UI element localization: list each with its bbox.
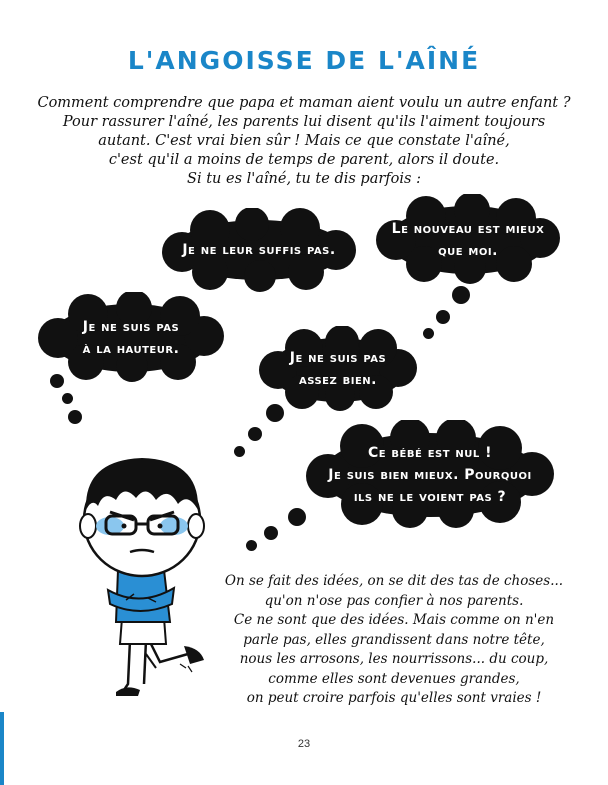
angry-boy-illustration — [60, 440, 230, 702]
thought-line: que moi. — [438, 243, 498, 259]
thought-line: Je ne suis pas — [289, 350, 387, 366]
outro-line: On se fait des idées, on se dit des tas de choses... — [224, 573, 564, 589]
outro-line: on peut croire parfois qu'elles sont vraies ! — [246, 690, 542, 706]
thought-dot — [50, 374, 64, 388]
thought-dot — [423, 328, 434, 339]
thought-dot — [452, 286, 470, 304]
intro-paragraph — [30, 94, 578, 189]
page-edge-bar — [0, 712, 4, 785]
outro-line: qu'on n'ose pas confier à nos parents. — [264, 592, 524, 609]
thought-dot — [246, 540, 257, 551]
outro-line: comme elles sont devenues grandes, — [268, 670, 520, 687]
thought-line: assez bien. — [298, 372, 377, 388]
thought-line: Je suis bien mieux. Pourquoi — [328, 467, 532, 483]
thought-dot — [248, 427, 262, 441]
thought-dot — [264, 526, 278, 540]
outro-line: Ce ne sont que des idées. Mais comme on n'en — [233, 612, 555, 628]
thought-line: à la hauteur. — [82, 341, 180, 357]
thought-line: Le nouveau est mieux — [391, 221, 545, 237]
thought-dot — [62, 393, 73, 404]
outro-paragraph — [220, 572, 568, 709]
thought-dot — [436, 310, 450, 324]
page-title: L'ANGOISSE DE L'AÎNÉ — [127, 46, 481, 75]
thought-line: Ce bébé est nul ! — [367, 445, 493, 461]
thought-newcomer — [376, 218, 560, 262]
outro-line: nous les arrosons, les nourrissons... du coup, — [239, 651, 549, 667]
intro-line: autant. C'est vrai bien sûr ! Mais ce que constate l'aîné, — [98, 133, 510, 149]
page-number: 23 — [297, 738, 311, 750]
thought-dot — [68, 410, 82, 424]
thought-baby — [306, 442, 554, 508]
intro-line: Pour rassurer l'aîné, les parents lui disent qu'ils l'aiment toujours — [62, 114, 546, 130]
thought-not-good — [258, 347, 418, 391]
thought-not-enough: Je ne leur suffis pas. — [182, 242, 336, 258]
intro-line: c'est qu'il a moins de temps de parent, alors il doute. — [108, 152, 500, 168]
thought-dot — [266, 404, 284, 422]
thought-line: ils ne le voient pas ? — [353, 489, 507, 505]
intro-line: Comment comprendre que papa et maman aient voulu un autre enfant ? — [37, 95, 571, 111]
thought-line: Je ne suis pas — [82, 319, 180, 335]
outro-line: parle pas, elles grandissent dans notre tête, — [243, 631, 545, 648]
intro-line: Si tu es l'aîné, tu te dis parfois : — [187, 171, 421, 187]
thought-not-up — [38, 316, 224, 360]
thought-dot — [234, 446, 245, 457]
thought-dot — [288, 508, 306, 526]
